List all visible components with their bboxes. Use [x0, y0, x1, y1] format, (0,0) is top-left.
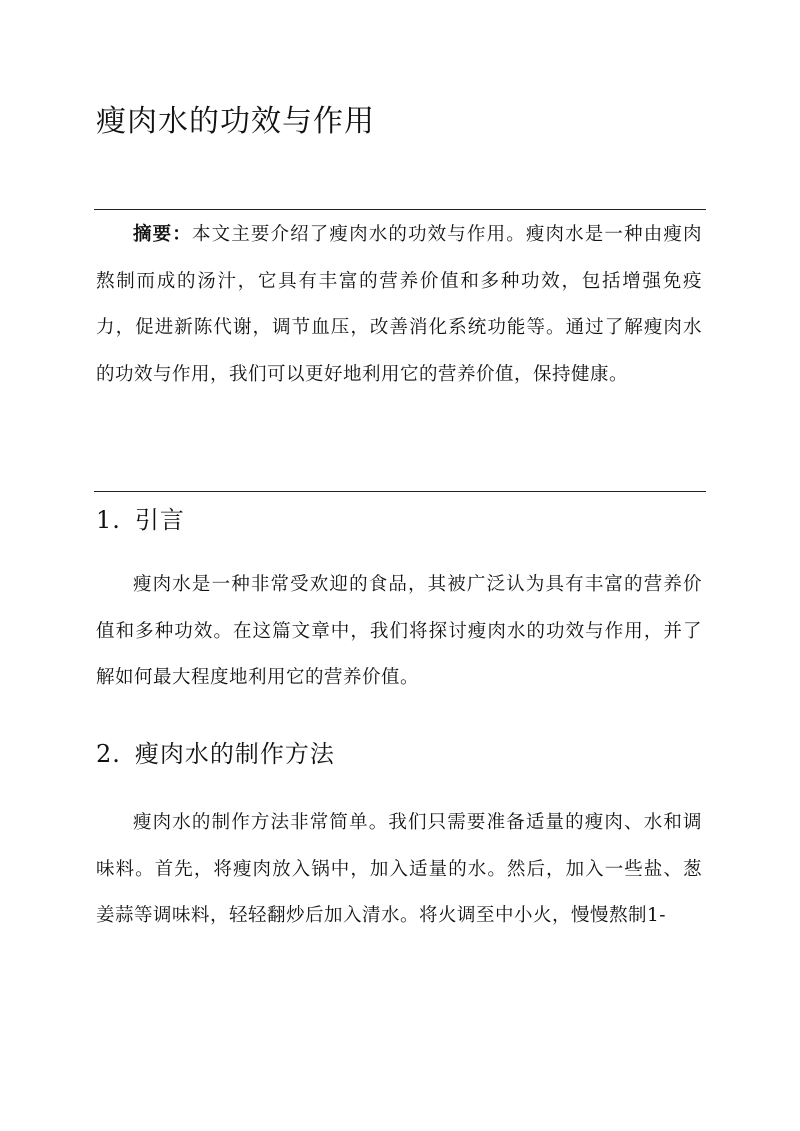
abstract-top-divider	[94, 209, 706, 210]
preparation-method-paragraph: 瘦肉水的制作方法非常简单。我们只需要准备适量的瘦肉、水和调味料。首先，将瘦肉放入锅中，加入适量的水。然后，加入一些盐、葱姜蒜等调味料，轻轻翻炒后加入清水。将火调至中小火，慢慢熬制1-	[96, 812, 702, 926]
abstract-paragraph	[96, 212, 702, 398]
section-heading-preparation-method	[96, 734, 335, 769]
abstract-text: 本文主要介绍了瘦肉水的功效与作用。瘦肉水是一种由瘦肉熬制而成的汤汁，它具有丰富的营养价值和多种功效，包括增强免疫力，促进新陈代谢，调节血压，改善消化系统功能等。通过了解瘦肉水的功效与作用，我们可以更好地利用它的营养价值，保持健康。	[96, 224, 702, 385]
document-title: 瘦肉水的功效与作用	[96, 104, 375, 139]
abstract-label: 摘要：	[133, 224, 192, 245]
introduction-paragraph: 瘦肉水是一种非常受欢迎的食品，其被广泛认为具有丰富的营养价值和多种功效。在这篇文章中，我们将探讨瘦肉水的功效与作用，并了解如何最大程度地利用它的营养价值。	[96, 574, 702, 688]
section-title: 引言	[134, 506, 185, 534]
section-number: 2.	[96, 740, 121, 768]
section-heading-introduction	[96, 500, 185, 535]
section-number: 1.	[96, 506, 121, 534]
section-title: 瘦肉水的制作方法	[134, 740, 335, 768]
abstract-bottom-divider	[94, 491, 706, 492]
